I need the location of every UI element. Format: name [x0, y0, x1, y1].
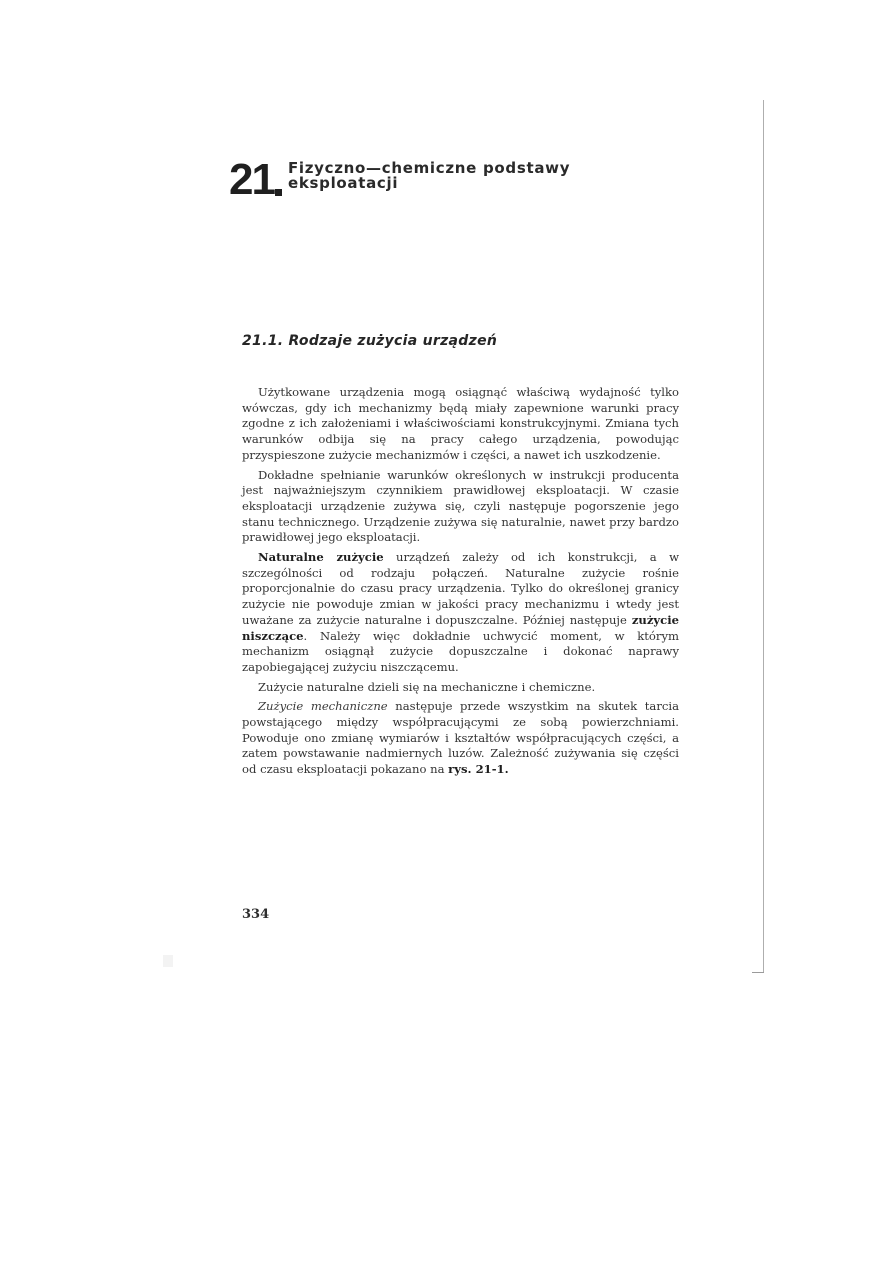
body-text — [242, 385, 679, 782]
paragraph-3-text-b: . Należy więc dokładnie uchwycić moment, w którym mechanizm osiągnął zużycie dopuszczalne i dokonać naprawy zapobiegającej zużyciu niszczącemu. — [242, 628, 679, 674]
chapter-title — [288, 161, 570, 191]
page-edge-corner — [752, 972, 764, 973]
page-number: 334 — [242, 907, 270, 922]
chapter-title-line-2: eksploatacji — [287, 174, 399, 192]
chapter-title-line-1: Fizyczno—chemiczne podstawy — [287, 159, 571, 177]
chapter-number: 21 — [229, 155, 274, 204]
paragraph-5 — [242, 699, 679, 778]
paragraph-1: Użytkowane urządzenia mogą osiągnąć właściwą wydajność tylko wówczas, gdy ich mechanizmy będą miały zapewnione warunki pracy zgodne z ich założeniami i właściwościami konstrukcyjnymi. Zmiana tych warunków odbija się na pracy całego urządzenia, powodując przyspieszone zużycie mechanizmów i części, a nawet ich uszkodzenie. — [242, 385, 679, 462]
paragraph-5-text-a: następuje przede wszystkim na skutek tarcia powstającego między współpracującymi ze sobą powierzchniami. Powoduje ono zmianę wymiarów i kształtów współpracujących części, a zatem powstawanie nadmiernych luzów. Zależność zużywania się części od czasu eksploatacji pokazano na — [242, 699, 679, 777]
chapter-number-dot — [275, 189, 282, 196]
paragraph-3 — [242, 550, 679, 676]
term-destructive-wear: zużycie niszczące — [242, 612, 679, 643]
section-title: 21.1. Rodzaje zużycia urządzeń — [242, 333, 498, 349]
chapter-heading — [229, 155, 571, 204]
term-natural-wear: Naturalne zużycie — [258, 550, 384, 565]
term-mechanical-wear: Zużycie mechaniczne — [258, 699, 388, 714]
scan-smudge — [163, 955, 173, 967]
paragraph-4: Zużycie naturalne dzieli się na mechaniczne i chemiczne. — [258, 679, 596, 694]
paragraph-3-text-a: urządzeń zależy od ich konstrukcji, a w szczególności od rodzaju połączeń. Naturalne zużycie rośnie proporcjonalnie do czasu pracy urządzenia. Tylko do określonej granicy zużycie nie powoduje zmian w jakości pracy mechanizmu i wtedy jest uważane za zużycie naturalne i dopuszczalne. Później następuje — [242, 550, 679, 627]
page-edge-line — [763, 100, 764, 973]
paragraph-2: Dokładne spełnianie warunków określonych w instrukcji producenta jest najważniejszym czynnikiem prawidłowej eksploatacji. W czasie eksploatacji urządzenie zużywa się, czyli następuje pogorszenie jego stanu technicznego. Urządzenie zużywa się naturalnie, nawet przy bardzo prawidłowej jego eksploatacji. — [242, 467, 679, 545]
figure-reference: rys. 21-1. — [448, 762, 509, 777]
